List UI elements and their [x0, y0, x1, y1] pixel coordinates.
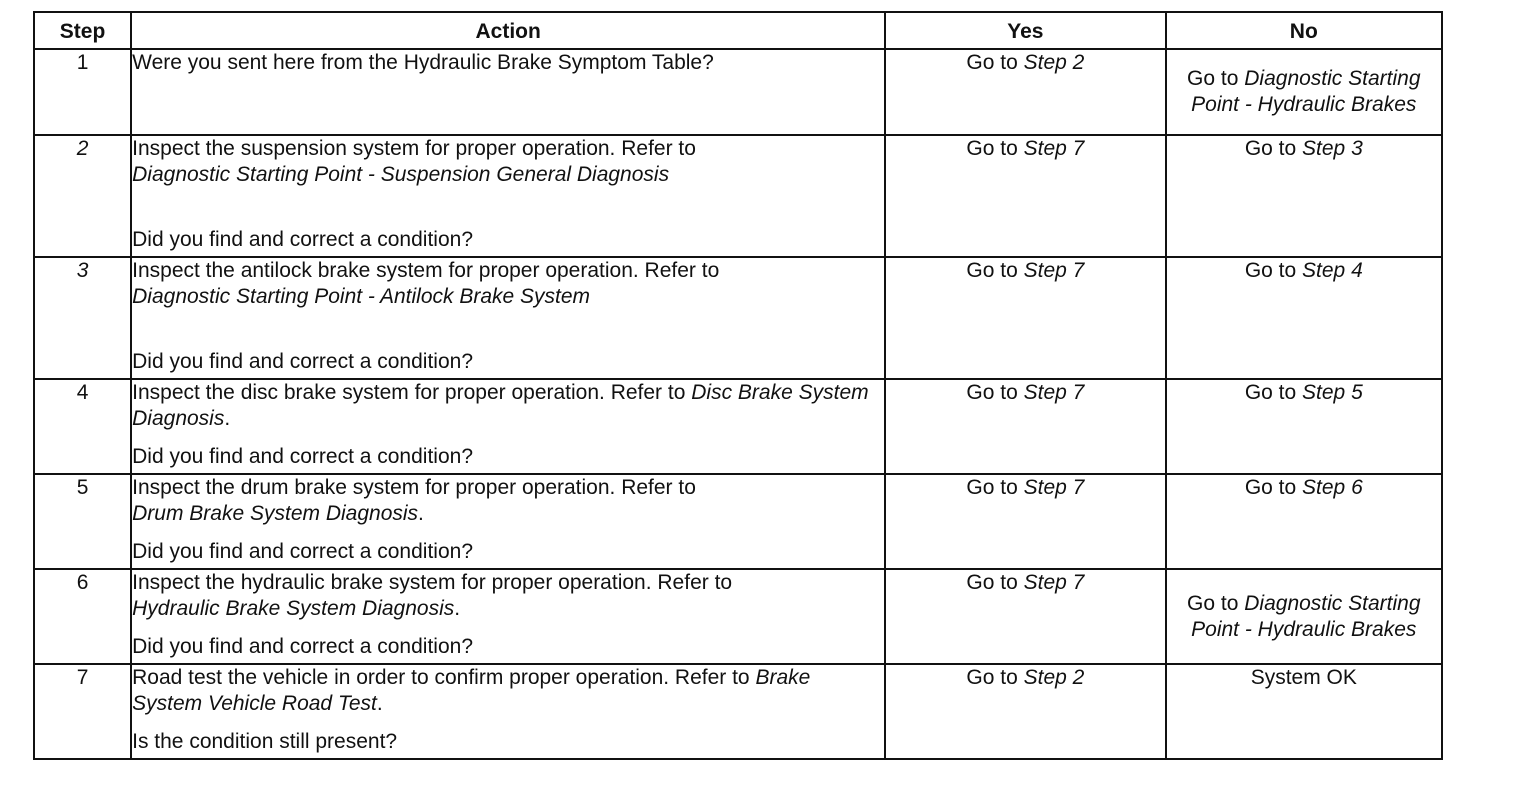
- action-end-punct: .: [454, 597, 461, 620]
- header-action: Action: [131, 12, 885, 49]
- step-number: 7: [34, 664, 131, 759]
- action-cell: [131, 379, 885, 474]
- yes-prefix: Go to: [966, 476, 1024, 499]
- step-number: 6: [34, 569, 131, 664]
- table-row: [34, 257, 1442, 379]
- yes-prefix: Go to: [966, 381, 1024, 404]
- step-number: 3: [34, 257, 131, 379]
- no-step-link[interactable]: Step 4: [1302, 259, 1363, 282]
- action-reference-link[interactable]: Brake System Vehicle Road Test: [132, 666, 811, 715]
- yes-prefix: Go to: [966, 666, 1024, 689]
- action-cell: [131, 664, 885, 759]
- action-reference-link[interactable]: Disc Brake System Diagnosis: [132, 381, 869, 430]
- yes-step-link[interactable]: Step 7: [1023, 259, 1085, 282]
- header-step: Step: [34, 12, 131, 49]
- no-step-link[interactable]: Step 3: [1302, 137, 1363, 160]
- yes-cell: [885, 379, 1165, 474]
- yes-step-link[interactable]: Step 7: [1023, 137, 1085, 160]
- action-question: Did you find and correct a condition?: [132, 635, 473, 658]
- action-cell: [131, 257, 885, 379]
- action-text: Road test the vehicle in order to confirm proper operation. Refer to: [132, 666, 750, 689]
- diagnostic-table: [33, 11, 1443, 760]
- action-question: Did you find and correct a condition?: [132, 540, 473, 563]
- header-yes: Yes: [885, 12, 1165, 49]
- yes-step-link[interactable]: Step 7: [1023, 476, 1085, 499]
- no-prefix: Go to: [1187, 591, 1245, 615]
- yes-cell: [885, 135, 1165, 257]
- action-end-punct: .: [224, 407, 231, 430]
- action-text: Inspect the antilock brake system for proper operation. Refer to: [132, 259, 720, 282]
- no-cell: [1166, 257, 1442, 379]
- step-number: 5: [34, 474, 131, 569]
- table-row: [34, 474, 1442, 569]
- action-text: Inspect the disc brake system for proper operation. Refer to: [132, 381, 686, 404]
- yes-cell: [885, 664, 1165, 759]
- yes-cell: [885, 474, 1165, 569]
- action-cell: [131, 569, 885, 664]
- yes-step-link[interactable]: Step 2: [1023, 51, 1085, 74]
- action-text: Inspect the drum brake system for proper operation. Refer to: [132, 476, 696, 499]
- action-cell: [131, 474, 885, 569]
- yes-prefix: Go to: [966, 51, 1024, 74]
- action-reference-link[interactable]: Diagnostic Starting Point - Antilock Brake System: [132, 285, 591, 308]
- no-cell: [1166, 569, 1442, 664]
- no-prefix: Go to: [1187, 67, 1245, 90]
- no-result-text: System OK: [1250, 666, 1357, 689]
- action-question: Did you find and correct a condition?: [132, 350, 473, 373]
- no-step-link[interactable]: Step 5: [1302, 381, 1363, 404]
- step-number: 1: [34, 49, 131, 135]
- no-prefix: Go to: [1244, 476, 1303, 499]
- step-number: 2: [34, 135, 131, 257]
- step-number: 4: [34, 379, 131, 474]
- yes-cell: [885, 569, 1165, 664]
- yes-cell: [885, 257, 1165, 379]
- action-text: Were you sent here from the Hydraulic Brake Symptom Table?: [132, 51, 714, 74]
- no-cell: [1166, 379, 1442, 474]
- action-reference-link[interactable]: Diagnostic Starting Point - Suspension General Diagnosis: [132, 163, 670, 186]
- yes-step-link[interactable]: Step 7: [1023, 381, 1085, 404]
- table-row: [34, 569, 1442, 664]
- no-cell: [1166, 474, 1442, 569]
- no-reference-link[interactable]: Diagnostic Starting Point - Hydraulic Brakes: [1191, 67, 1421, 116]
- no-cell: [1166, 49, 1442, 135]
- yes-prefix: Go to: [966, 137, 1024, 160]
- header-row: [34, 12, 1442, 49]
- action-end-punct: .: [376, 692, 383, 715]
- no-reference-link[interactable]: Diagnostic Starting Point - Hydraulic Brakes: [1191, 591, 1421, 641]
- action-text: Inspect the suspension system for proper operation. Refer to: [132, 137, 696, 160]
- yes-prefix: Go to: [966, 571, 1024, 594]
- action-cell: [131, 49, 885, 135]
- no-step-link[interactable]: Step 6: [1302, 476, 1363, 499]
- no-prefix: Go to: [1244, 137, 1303, 160]
- yes-prefix: Go to: [966, 259, 1024, 282]
- no-cell: [1166, 664, 1442, 759]
- table-row: [34, 664, 1442, 759]
- table-row: [34, 135, 1442, 257]
- action-question: Did you find and correct a condition?: [132, 228, 473, 251]
- yes-cell: [885, 49, 1165, 135]
- action-end-punct: .: [418, 502, 424, 525]
- action-question: Did you find and correct a condition?: [132, 445, 473, 468]
- table-row: [34, 49, 1442, 135]
- no-prefix: Go to: [1244, 259, 1303, 282]
- header-no: No: [1166, 12, 1442, 49]
- action-reference-link[interactable]: Hydraulic Brake System Diagnosis: [132, 597, 455, 620]
- action-cell: [131, 135, 885, 257]
- action-reference-link[interactable]: Drum Brake System Diagnosis: [132, 502, 419, 525]
- table-row: [34, 379, 1442, 474]
- yes-step-link[interactable]: Step 2: [1023, 666, 1085, 689]
- no-cell: [1166, 135, 1442, 257]
- action-text: Inspect the hydraulic brake system for proper operation. Refer to: [132, 571, 733, 594]
- yes-step-link[interactable]: Step 7: [1023, 571, 1085, 594]
- action-question: Is the condition still present?: [132, 730, 398, 753]
- no-prefix: Go to: [1244, 381, 1303, 404]
